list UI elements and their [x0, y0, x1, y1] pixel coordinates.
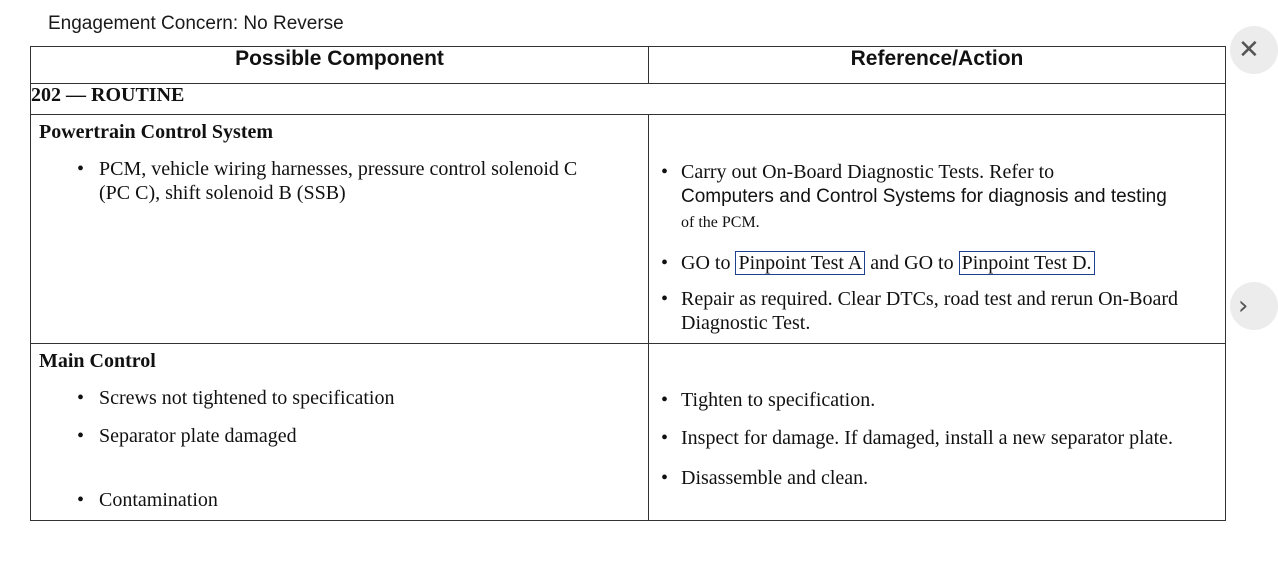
close-icon: ✕: [1238, 35, 1260, 65]
component-text: Contamination: [99, 489, 218, 511]
section-row: [31, 84, 1226, 115]
header-possible-component: Possible Component: [31, 47, 649, 84]
pinpoint-test-d-link[interactable]: Pinpoint Test D.: [959, 251, 1095, 275]
action-cell: [649, 344, 1226, 521]
list-item: [649, 287, 1225, 335]
diagnostic-table: [30, 46, 1226, 521]
bullet: •: [661, 389, 669, 411]
pinpoint-test-a-link[interactable]: Pinpoint Test A: [735, 251, 865, 275]
component-cell: [31, 344, 649, 521]
list-item: [31, 424, 648, 448]
bullet: •: [661, 252, 669, 274]
component-text: Separator plate damaged: [99, 425, 297, 447]
header-reference-action: Reference/Action: [649, 47, 1226, 84]
bullet: •: [77, 489, 85, 511]
table-row: [31, 344, 1226, 521]
section-title: 202 — ROUTINE: [31, 84, 1226, 115]
list-item: [649, 388, 1225, 412]
component-text: Screws not tightened to specification: [99, 387, 395, 409]
action-text: Repair as required. Clear DTCs, road test and rerun On-Board Diagnostic Test.: [681, 288, 1179, 334]
bullet: •: [77, 425, 85, 447]
action-text: Tighten to specification.: [681, 389, 876, 411]
page-caption: Engagement Concern: No Reverse: [48, 13, 344, 34]
action-text: Inspect for damage. If damaged, install a new separator plate.: [681, 427, 1174, 449]
group-title: Powertrain Control System: [39, 121, 274, 143]
bullet: •: [661, 161, 669, 183]
component-text: PCM, vehicle wiring harnesses, pressure control solenoid C (PC C), shift solenoid B (SSB): [99, 158, 578, 204]
table-row: [31, 115, 1226, 344]
component-cell: [31, 115, 649, 344]
group-title: Main Control: [39, 350, 156, 372]
list-item: [649, 466, 1225, 490]
table-header-row: [31, 47, 1226, 84]
list-item: [31, 386, 648, 410]
action-text: and GO to: [870, 252, 954, 274]
next-button[interactable]: [1230, 282, 1278, 330]
list-item: [649, 160, 1225, 235]
list-item: [649, 426, 1225, 450]
bullet: •: [661, 427, 669, 449]
action-text: GO to: [681, 252, 731, 274]
action-cell: [649, 115, 1226, 344]
list-item: [649, 251, 1225, 275]
action-text: Carry out On-Board Diagnostic Tests. Refer to: [681, 161, 1055, 183]
bullet: •: [661, 288, 669, 310]
list-item: [31, 488, 648, 512]
action-text-reference: Computers and Control Systems for diagnosis and testing: [681, 186, 1167, 207]
chevron-right-icon: ›: [1238, 291, 1249, 321]
list-item: [31, 157, 648, 205]
bullet: •: [77, 158, 85, 180]
close-button[interactable]: [1230, 26, 1278, 74]
action-text-tail: of the PCM.: [681, 214, 760, 231]
bullet: •: [77, 387, 85, 409]
action-text: Disassemble and clean.: [681, 467, 869, 489]
bullet: •: [661, 467, 669, 489]
